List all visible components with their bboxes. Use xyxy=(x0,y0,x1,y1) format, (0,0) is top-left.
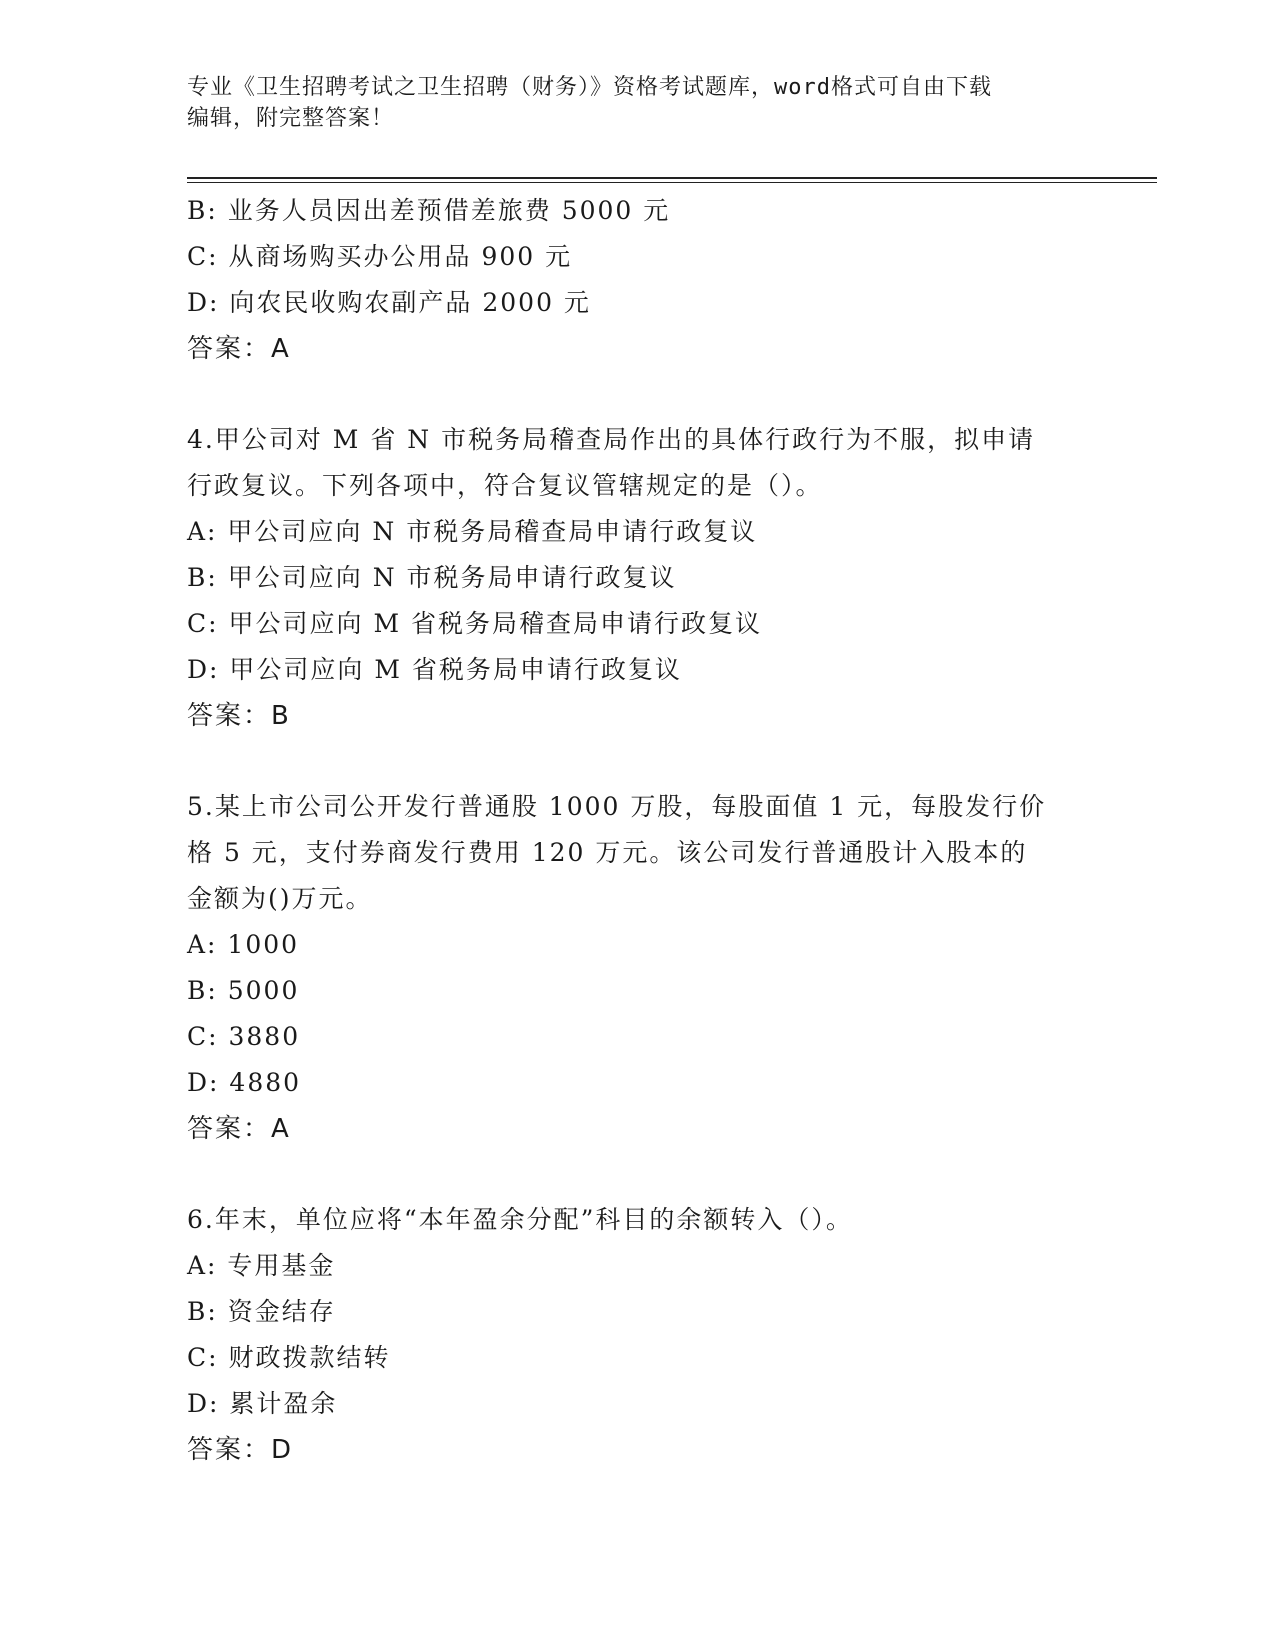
option-d: D: 向农民收购农副产品 2000 元 xyxy=(187,288,591,317)
question-block-4 xyxy=(187,417,1087,739)
answer-label: 答案：B xyxy=(187,701,291,731)
question-stem: 金额为()万元。 xyxy=(187,884,373,913)
question-stem: 行政复议。下列各项中，符合复议管辖规定的是（）。 xyxy=(187,471,823,500)
option-c: C: 财政拨款结转 xyxy=(187,1343,391,1372)
option-c: C: 甲公司应向 M 省税务局稽查局申请行政复议 xyxy=(187,609,762,638)
spacer xyxy=(187,739,1087,784)
spacer xyxy=(187,1152,1087,1197)
question-list xyxy=(187,188,1087,1473)
question-stem: 6.年末，单位应将“本年盈余分配”科目的余额转入（）。 xyxy=(187,1205,853,1234)
question-stem: 4.甲公司对 M 省 N 市税务局稽查局作出的具体行政行为不服，拟申请 xyxy=(187,425,1036,454)
option-d: D: 4880 xyxy=(187,1068,302,1097)
answer-label: 答案：D xyxy=(187,1435,294,1465)
header-line-2: 编辑，附完整答案！ xyxy=(187,106,395,131)
option-a: A: 甲公司应向 N 市税务局稽查局申请行政复议 xyxy=(187,517,758,546)
question-stem: 格 5 元，支付券商发行费用 120 万元。该公司发行普通股计入股本的 xyxy=(187,838,1028,867)
option-b: B: 业务人员因出差预借差旅费 5000 元 xyxy=(187,196,671,225)
question-block-6 xyxy=(187,1197,1087,1473)
option-d: D: 甲公司应向 M 省税务局申请行政复议 xyxy=(187,655,682,684)
answer-label: 答案：A xyxy=(187,1114,291,1144)
question-stem: 5.某上市公司公开发行普通股 1000 万股，每股面值 1 元，每股发行价 xyxy=(187,792,1047,821)
answer-label: 答案：A xyxy=(187,334,291,364)
header-divider-thick xyxy=(187,177,1157,179)
header-divider-thin xyxy=(187,182,1157,183)
header-line-1: 专业《卫生招聘考试之卫生招聘（财务）》资格考试题库，word格式可自由下载 xyxy=(187,75,992,100)
option-a: A: 1000 xyxy=(187,930,300,959)
option-b: B: 资金结存 xyxy=(187,1297,336,1326)
page-header xyxy=(187,72,1067,134)
option-c: C: 3880 xyxy=(187,1022,301,1051)
option-c: C: 从商场购买办公用品 900 元 xyxy=(187,242,573,271)
option-a: A: 专用基金 xyxy=(187,1251,336,1280)
question-block-3 xyxy=(187,188,1087,372)
question-block-5 xyxy=(187,784,1087,1152)
option-b: B: 5000 xyxy=(187,976,300,1005)
spacer xyxy=(187,372,1087,417)
option-b: B: 甲公司应向 N 市税务局申请行政复议 xyxy=(187,563,677,592)
option-d: D: 累计盈余 xyxy=(187,1389,338,1418)
